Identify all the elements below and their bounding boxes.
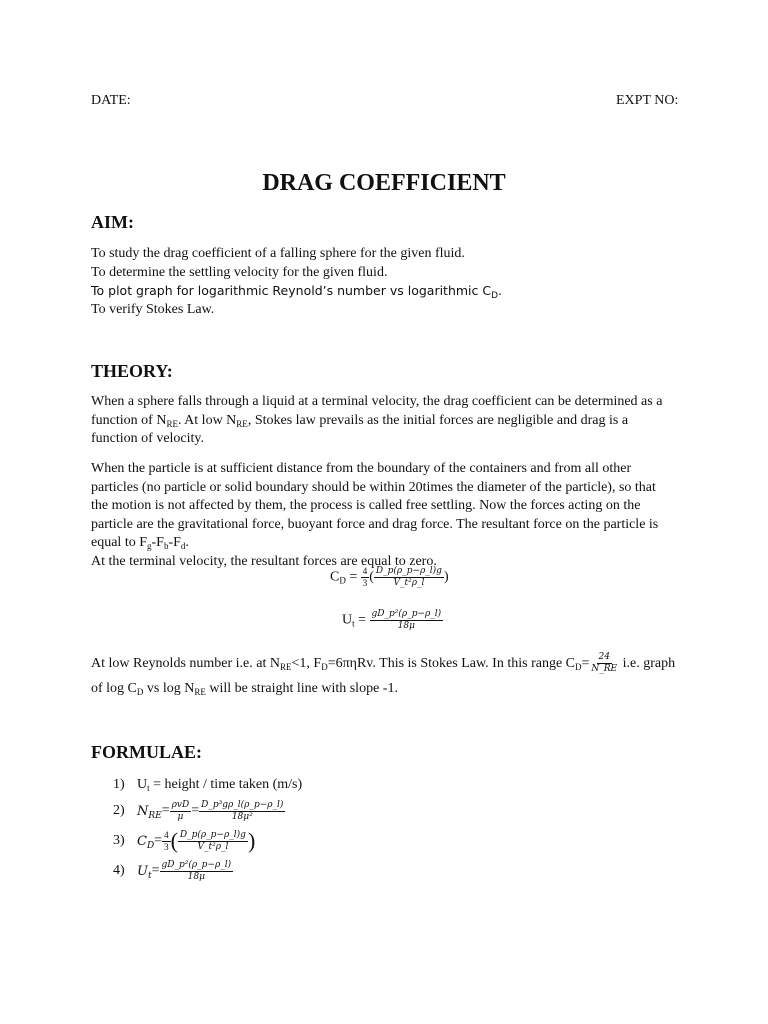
theory-paragraph-1: When a sphere falls through a liquid at a terminal velocity, the drag coefficient can be determined as a function of $N_{RE}$. At low $N_{RE}$, Stokes law prevails as the initial forces are negligible and drag is a function of velocity. — [91, 394, 663, 446]
formula-item: 1) $U_t$ = height / time taken (m/s) — [113, 777, 303, 793]
date-label: DATE: — [91, 93, 131, 108]
formulae-heading: FORMULAE: — [91, 742, 202, 762]
terminal-velocity-equation: $U_t$ = $\frac{\text{gD\_p²(ρ\_p−ρ\_l)}}{18\mu}$ — [342, 609, 442, 631]
theory-paragraph-3: At low Reynolds number i.e. at $N_{RE}<1$, $F_D=6\pi\eta Rv$. This is Stokes Law. In this range $C_D=$ $\frac{24}{N\_RE}$ i.e. graph of $\log C_D$ vs $\log N_{RE}$ will be straight line with slope -1. — [91, 652, 676, 697]
formulae-list — [113, 772, 302, 884]
formula-item: 2) $N_{RE}$ = $\frac{\text{ρvD}}{\mu}$ = $\frac{\text{D\_p³gρ\_l(ρ\_p−ρ\_l)}}{\text{18μ²}}$ — [113, 799, 284, 822]
drag-coefficient-equation: $C_D$ = $\frac{4}{3}$ ( $\frac{D\_p(\rho\_p-\rho\_l)g}{\text{V\_t²ρ\_l}}$ ) — [330, 566, 449, 588]
aim-item: To study the drag coefficient of a falling sphere for the given fluid. — [91, 246, 465, 261]
aim-heading: AIM: — [91, 212, 134, 232]
page-title: DRAG COEFFICIENT — [262, 170, 506, 196]
theory-heading: THEORY: — [91, 361, 173, 381]
aim-item: To plot graph for logarithmic Reynold’s number vs logarithmic $C_D$. — [91, 283, 503, 301]
formula-item: 4) $U_t$ = $\frac{\text{gD\_p²(ρ\_p−ρ\_l)}}{18\mu}$ — [113, 859, 232, 882]
aim-item: To determine the settling velocity for the given fluid. — [91, 264, 388, 280]
theory-paragraph-2: When the particle is at sufficient distance from the boundary of the containers and from all other particles (no particle or solid boundary should be within 20times the diameter of the particle), so that the motion is not affected by them, the process is called free settling. Now the forces acting on the particle are the gravitational force, buoyant force and drag force. The resultant force on the particle is equal to $F_g-F_b-F_d$. At the terminal velocity, the resultant forces are equal to zero. — [91, 461, 659, 569]
expt-no-label: EXPT NO: — [616, 93, 679, 108]
aim-list — [91, 245, 502, 319]
aim-item: To verify Stokes Law. — [91, 301, 215, 317]
formula-item: 3) $C_D$ = $\frac{4}{3}$ ( $\frac{D\_p(\rho\_p-\rho\_l)g}{\text{V\_t²ρ\_l}}$ ) — [113, 828, 256, 853]
